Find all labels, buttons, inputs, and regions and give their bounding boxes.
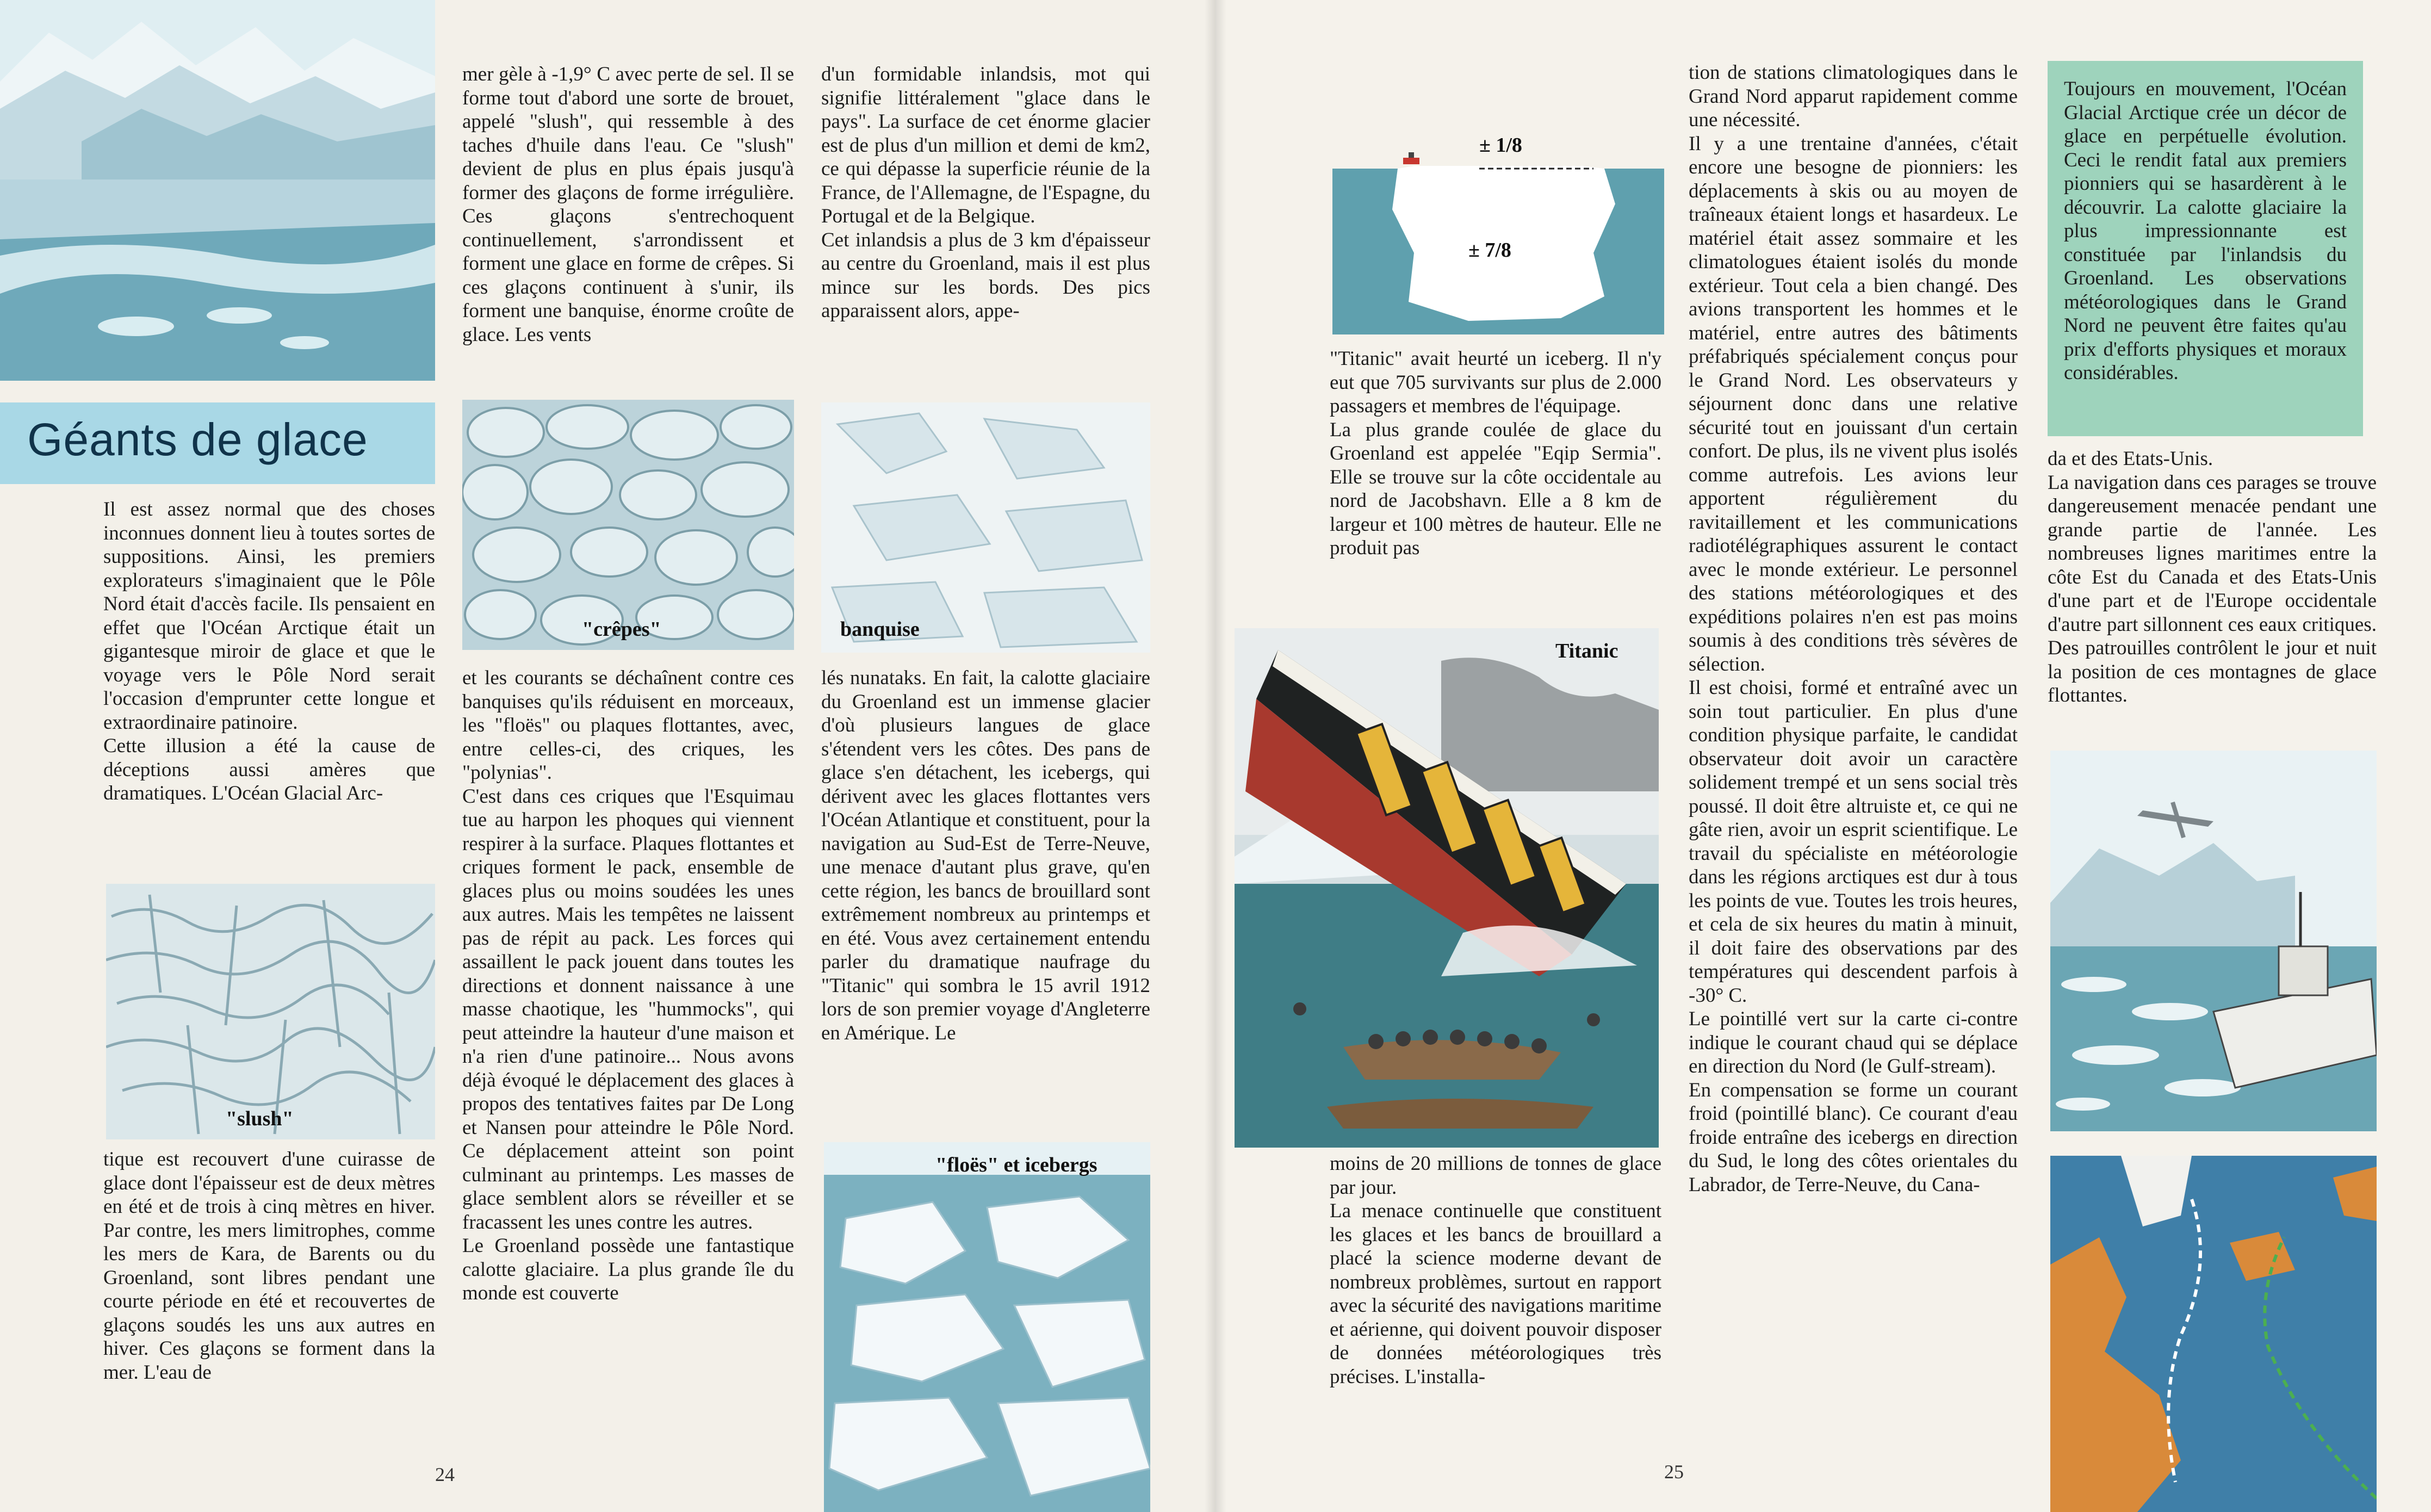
- paragraph: moins de 20 millions de tonnes de glace par jour.: [1330, 1152, 1661, 1199]
- right-col2: [1689, 61, 2018, 1197]
- paragraph: et les courants se déchaînent contre ces banquises qu'ils réduisent en morceaux, les "floës" ou plaques flottantes, avec, entre celles-ci, des criques, les "polynias".: [462, 667, 794, 784]
- slush-caption: "slush": [226, 1107, 294, 1130]
- paragraph: Cet inlandsis a plus de 3 km d'épaisseur au centre du Groenland, mais il est plus mince sur les bords. Des pics apparaissent alors, appe-: [821, 228, 1150, 322]
- page-number-left: 24: [435, 1464, 455, 1485]
- banquise-caption: banquise: [840, 618, 920, 641]
- left-col2-bottom: [462, 666, 794, 1305]
- paragraph: Le Groenland possède une fantastique calotte glaciaire. La plus grande île du monde est couverte: [462, 1235, 794, 1304]
- page-number-right: 25: [1664, 1461, 1684, 1483]
- slush-illustration: [106, 884, 435, 1139]
- left-col2-top: [462, 63, 794, 346]
- green-summary-text: Toujours en mouvement, l'Océan Glacial Arctique crée un décor de glace en perpétuelle évolution. Ceci le rendit fatal aux premiers pionniers qui se hasardèrent à le découvrir. La calotte glaciaire la plus impressionnante est constituée par l'inlandsis du Groenland. Les observations météorologiques dans le Grand Nord ne peuvent être faites qu'au prix d'efforts physiques et moraux considérables.: [2064, 78, 2347, 384]
- titanic-illustration: [1235, 628, 1659, 1148]
- patrol-ship-illustration: [2050, 751, 2377, 1131]
- iceberg-bottom-label: ± 7/8: [1468, 239, 1511, 262]
- left-col3-top: [821, 63, 1150, 323]
- right-col1-top: [1330, 347, 1661, 560]
- floes-icebergs-illustration: [824, 1142, 1150, 1512]
- paragraph: Il y a une trentaine d'années, c'était encore une besogne de pionniers: les déplacements à skis ou au moyen de traîneaux étaient longs et hasardeux. Le matériel était assez sommaire et les climatologues étaient isolés du monde extérieur. Tout cela a bien changé. Des avions transportent les hommes et le matériel, entre autres des bâtiments préfabriqués spécialement conçus pour le Grand Nord. Les observateurs y séjournent donc dans une relative sécurité tout en jouissant d'un certain confort. De plus, ils ne vivent plus isolés comme autrefois. Les avions leur apportent régulièrement du ravitaillement et les communications radiotélégraphiques assurent le contact avec le monde extérieur. Le personnel des stations météorologiques et des expéditions polaires n'en est pas moins soumis à des conditions très sévères de sélection.: [1689, 132, 2018, 676]
- paragraph: La menace continuelle que constituent les glaces et les bancs de brouillard a placé la science moderne devant de nombreux problèmes, surtout en rapport avec la sécurité des navigations maritime et aérienne, qui doivent pouvoir disposer de données météorologiques très précises. L'installa-: [1330, 1200, 1661, 1388]
- paragraph: La navigation dans ces parages se trouve dangereusement menacée pendant une grande partie de l'année. Les nombreuses lignes maritimes entre la côte Est du Canada et des Etats-Unis d'une part et de l'Europe occidentale d'autre part sillonnent ces eaux critiques. Des patrouilles contrôlent le jour et nuit la position de ces montagnes de glace flottantes.: [2048, 471, 2377, 707]
- banquise-illustration: [821, 402, 1150, 653]
- iceberg-top-label: ± 1/8: [1479, 134, 1522, 157]
- paragraph: "Titanic" avait heurté un iceberg. Il n'y eut que 705 survivants sur plus de 2.000 passagers et membres de l'équipage.: [1330, 348, 1661, 417]
- paragraph: da et des Etats-Unis.: [2048, 448, 2213, 470]
- paragraph: En compensation se forme un courant froid (pointillé blanc). Ce courant d'eau froide entraîne des icebergs en direction du Sud, le long des côtes orientales du Labrador, de Terre-Neuve, du Cana-: [1689, 1079, 2018, 1196]
- floes-caption: "floës" et icebergs: [935, 1154, 1097, 1176]
- left-col1-top: [103, 498, 435, 805]
- paragraph: mer gèle à -1,9° C avec perte de sel. Il se forme tout d'abord une sorte de brouet, appelé "slush", qui ressemble à des taches d'huile dans l'eau. Ce "slush" devient de plus en plus épais jusqu'à former des glaçons de forme irrégulière. Ces glaçons s'entrechoquent continuellement, s'arrondissent et forment une glace en forme de crêpes. Si ces glaçons continuent à s'unir, ils forment une banquise, énorme croûte de glace. Les vents: [462, 63, 794, 346]
- paragraph: Il est assez normal que des choses inconnues donnent lieu à toutes sortes de suppositions. Ainsi, les premiers explorateurs s'imaginaient que le Pôle Nord était d'accès facile. Ils pensaient en effet que l'Océan Arctique était un gigantesque miroir de glace et que le voyage vers le Pôle Nord serait l'occasion d'emprunter cette longue et extraordinaire patinoire.: [103, 498, 435, 734]
- book-gutter: [1205, 0, 1226, 1512]
- paragraph: tique est recouvert d'une cuirasse de glace dont l'épaisseur est de deux mètres en été et de trois à cinq mètres en hiver. Par contre, les mers limitrophes, comme les mers de Kara, de Barents ou du Groenland, sont libres pendant une courte période en été et recouvertes de glaçons soudés les uns aux autres en hiver. Ces glaçons se forment dans la mer. L'eau de: [103, 1148, 435, 1384]
- paragraph: C'est dans ces criques que l'Esquimau tue au harpon les phoques qui viennent respirer à la surface. Plaques flottantes et criques forment le pack, ensemble de glaces plus ou moins soudées les unes aux autres. Mais les tempêtes ne laissent pas de répit au pack. Les forces qui assaillent le pack jouent dans toutes les directions et donnent naissance à une masse chaotique, les "hummocks", qui peut atteindre la hauteur d'une maison et n'a rien d'une patinoire... Nous avons déjà évoqué le déplacement des glaces à propos des tentatives faites par De Long et Nansen pour atteindre le Pôle Nord. Ce déplacement atteint son point culminant au printemps. Les masses de glace semblent alors se réveiller et se fracassent les unes contre les autres.: [462, 785, 794, 1234]
- crepes-illustration: [462, 400, 794, 650]
- left-col3-bottom: [821, 666, 1150, 1045]
- paragraph: Il est choisi, formé et entraîné avec un soin tout particulier. En plus d'une condition physique parfaite, le candidat observateur doit avoir un caractère solidement trempé et un sens social très poussé. Il doit être altruiste et, ce qui ne gâte rien, avoir un esprit scientifique. Le travail du spécialiste en météorologie dans les régions arctiques est dur à tous les points de vue. Toutes les trois heures, et cela de six heures du matin à minuit, il doit faire des observations par des températures qui descendent parfois à -30° C.: [1689, 677, 2018, 1007]
- paragraph: tion de stations climatologiques dans le Grand Nord apparut rapidement comme une nécessité.: [1689, 61, 2018, 131]
- left-col1-bottom: [103, 1148, 435, 1384]
- paragraph: La plus grande coulée de glace du Groenland est appelée "Eqip Sermia". Elle se trouve sur la côte occidentale au nord de Jacobshavn. Elle a 8 km de largeur et 100 mètres de hauteur. Elle ne produit pas: [1330, 418, 1661, 559]
- right-col3: [2048, 447, 2377, 708]
- titanic-caption: Titanic: [1555, 640, 1618, 662]
- paragraph: Le pointillé vert sur la carte ci-contre indique le courant chaud qui se déplace en direction du Nord (le Gulf-stream).: [1689, 1008, 2018, 1077]
- right-col1-bottom: [1330, 1152, 1661, 1389]
- crepes-caption: "crêpes": [582, 618, 661, 641]
- glacier-illustration: [0, 0, 435, 381]
- paragraph: Cette illusion a été la cause de déceptions aussi amères que dramatiques. L'Océan Glacial Arc-: [103, 735, 435, 804]
- ocean-current-map: [2050, 1156, 2377, 1512]
- paragraph: lés nunataks. En fait, la calotte glaciaire du Groenland est un immense glacier d'où plusieurs langues de glace s'étendent vers les côtes. Des pans de glace s'en détachent, les icebergs, qui dérivent avec les glaces flottantes vers l'Océan Atlantique et constituent, pour la navigation au Sud-Est de Terre-Neuve, une menace d'autant plus grave, qu'en cette région, les bancs de brouillard sont extrêmement nombreux au printemps et en été. Vous avez certainement entendu parler du dramatique naufrage du "Titanic" qui sombra le 15 avril 1912 lors de son premier voyage d'Angleterre en Amérique. Le: [821, 667, 1150, 1044]
- paragraph: d'un formidable inlandsis, mot qui signifie littéralement "glace dans le pays". La surface de cet énorme glacier est de plus d'un million et demi de km2, ce qui dépasse la superficie réunie de la France, de l'Allemagne, de l'Espagne, du Portugal et de la Belgique.: [821, 63, 1150, 227]
- page-title: Géants de glace: [27, 414, 368, 465]
- iceberg-diagram: [1332, 133, 1664, 334]
